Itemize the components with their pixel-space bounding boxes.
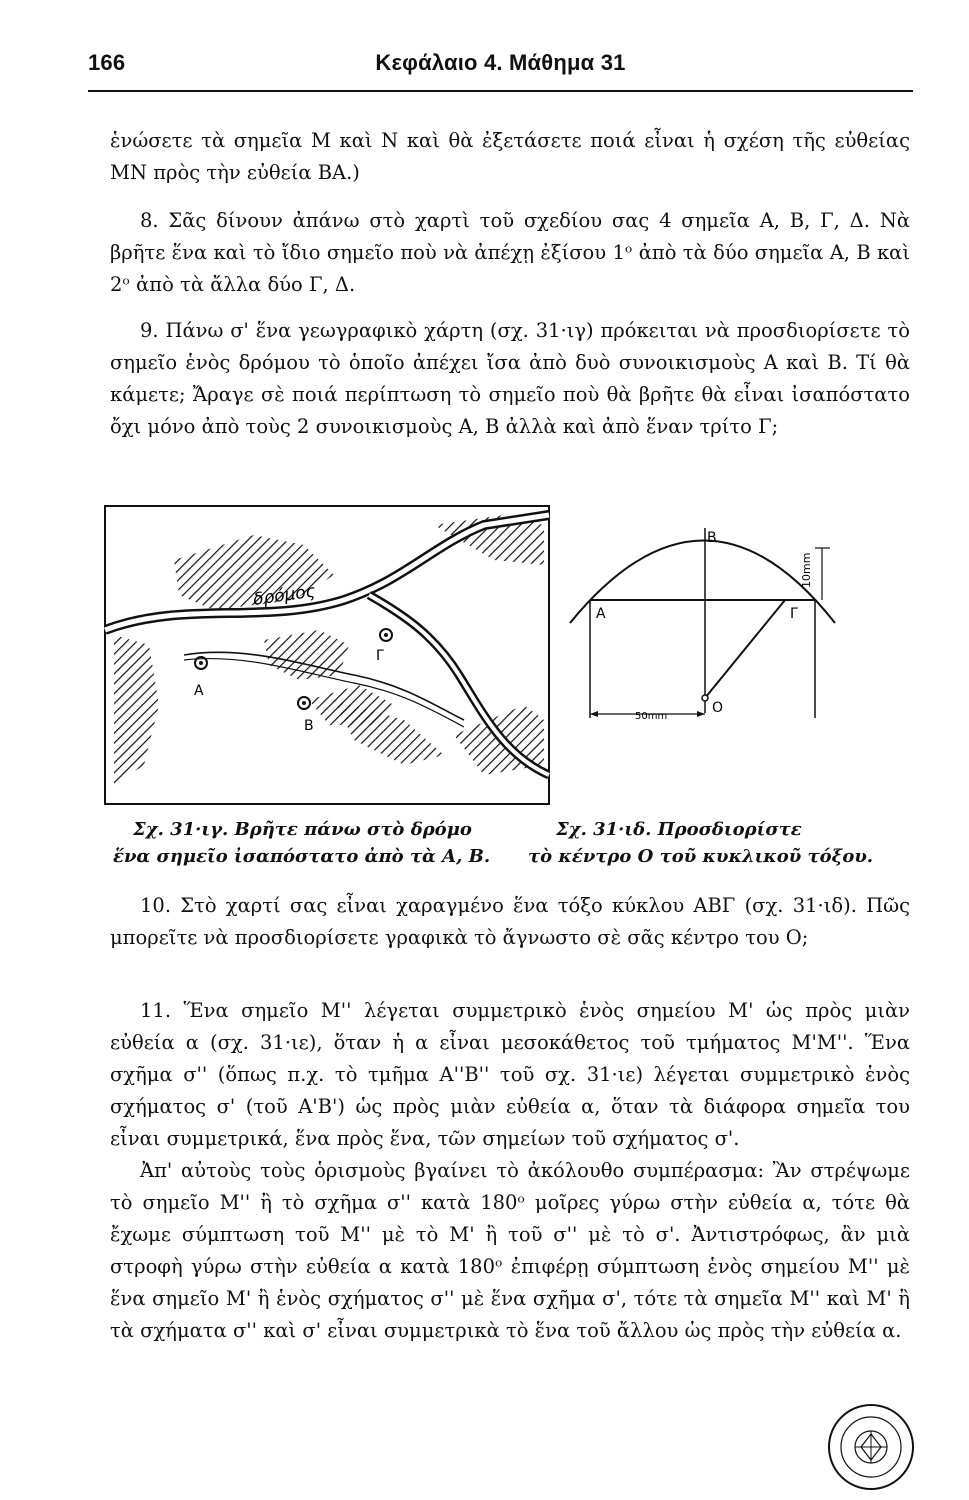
arc-figure [560, 518, 860, 728]
arc-label-g: Γ [790, 606, 798, 622]
map-figure [104, 505, 550, 805]
caption-left-2: ἕνα σημεῖο ἰσαπόστατο ἀπὸ τὰ A, B. [113, 846, 491, 867]
paragraph-continuation: ἑνώσετε τὰ σημεῖα M καὶ N καὶ θὰ ἐξετάσετε ποιά εἶναι ἡ σχέση τῆς εὐθείας MN πρὸς τὴν εὐθεία BA.) [110, 129, 910, 184]
point-g-label: Γ [376, 648, 384, 664]
caption-right-2: τὸ κέντρο O τοῦ κυκλικοῦ τόξου. [528, 846, 874, 867]
point-a-label: A [194, 683, 204, 699]
chapter-title: Κεφάλαιο 4. Μάθημα 31 [375, 50, 626, 75]
page-number: 166 [88, 50, 126, 75]
conclusion-paragraph: Ἀπ' αὐτοὺς τοὺς ὁρισμοὺς βγαίνει τὸ ἀκόλουθο συμπέρασμα: Ἂν στρέψωμε τὸ σημεῖο M'' ἢ τὸ σχῆμα σ'' κατὰ 180ᵒ μοῖρες γύρω στὴν εὐθεία α, τότε θὰ ἔχωμε σύμπτωση τοῦ M'' μὲ τὸ M' ἢ τοῦ σ'' μὲ τὸ σ'. Ἀντιστρόφως, ἂν μιὰ στροφὴ γύρω στὴν εὐθεία α κατὰ 180ᵒ ἐπιφέρῃ σύμπτωση ἑνὸς σημείου M'' μὲ ἕνα σημεῖο M' ἢ ἑνὸς σχήματος σ'' μὲ ἕνα σχῆμα σ', τότε τὰ σημεῖα M'' καὶ M' ἢ τὰ σχήματα σ'' καὶ σ' εἶναι συμμετρικὰ τὸ ἕνα τοῦ ἄλλου ὡς πρὸς τὴν εὐθεία α. [110, 1159, 910, 1342]
arc-label-o: O [712, 700, 724, 716]
arc-label-a: A [596, 606, 606, 622]
dim-10mm: 10mm [800, 552, 813, 588]
exercise-11: 11. Ἕνα σημεῖο M'' λέγεται συμμετρικὸ ἑνὸς σημείου M' ὡς πρὸς μιὰν εὐθεία α (σχ. 31·ιε), ὅταν ἡ α εἶναι μεσοκάθετος τοῦ τμήματος M'M''. Ἕνα σχῆμα σ'' (ὅπως π.χ. τὸ τμῆμα A''B'' τοῦ σχ. 31·ιε) λέγεται συμμετρικὸ ἑνὸς σχήματος σ' (τοῦ A'B') ὡς πρὸς μιὰν εὐθεία α, ὅταν τὰ διάφορα σημεῖα του εἶναι συμμετρικά, ἕνα πρὸς ἕνα, τῶν σημείων τοῦ σχήματος σ'. [110, 999, 910, 1150]
arc-label-b: B [707, 530, 717, 546]
exercise-10: 10. Στὸ χαρτί σας εἶναι χαραγμένο ἕνα τόξο κύκλου ΑΒΓ (σχ. 31·ιδ). Πῶς μπορεῖτε νὰ προσδιορίσετε γραφικὰ τὸ ἄγνωστο σὲ σᾶς κέντρο του O; [110, 894, 910, 949]
radius [705, 600, 785, 698]
road-label: δρόμος [251, 581, 317, 610]
exercise-8: 8. Σᾶς δίνουν ἀπάνω στὸ χαρτὶ τοῦ σχεδίου σας 4 σημεῖα A, B, Γ, Δ. Νὰ βρῆτε ἕνα καὶ τὸ ἴδιο σημεῖο ποὺ νὰ ἀπέχῃ ἐξίσου 1ᵒ ἀπὸ τὰ δύο σημεῖα A, B καὶ 2ᵒ ἀπὸ τὰ ἄλλα δύο Γ, Δ. [110, 209, 910, 296]
publisher-seal [826, 1402, 916, 1492]
exercise-9: 9. Πάνω σ' ἕνα γεωγραφικὸ χάρτη (σχ. 31·ιγ) πρόκειται νὰ προσδιορίσετε τὸ σημεῖο ἑνὸς δρόμου τὸ ὁποῖο ἀπέχει ἴσα ἀπὸ δυὸ συνοικισμοὺς A καὶ B. Τί θὰ κάμετε; Ἄραγε σὲ ποιά περίπτωση τὸ σημεῖο ποὺ θὰ βρῆτε θὰ εἶναι ἰσαπόστατο ὄχι μόνο ἀπὸ τοὺς 2 συνοικισμοὺς A, B ἀλλὰ καὶ ἀπὸ ἕναν τρίτο Γ; [110, 319, 910, 438]
point-b-label: B [304, 718, 314, 734]
header-rule [88, 90, 913, 92]
dim-50mm: 50mm [635, 711, 668, 722]
caption-left-1: Σχ. 31·ιγ. Βρῆτε πάνω στὸ δρόμο [133, 819, 472, 840]
caption-right-1: Σχ. 31·ιδ. Προσδιορίστε [556, 819, 802, 840]
